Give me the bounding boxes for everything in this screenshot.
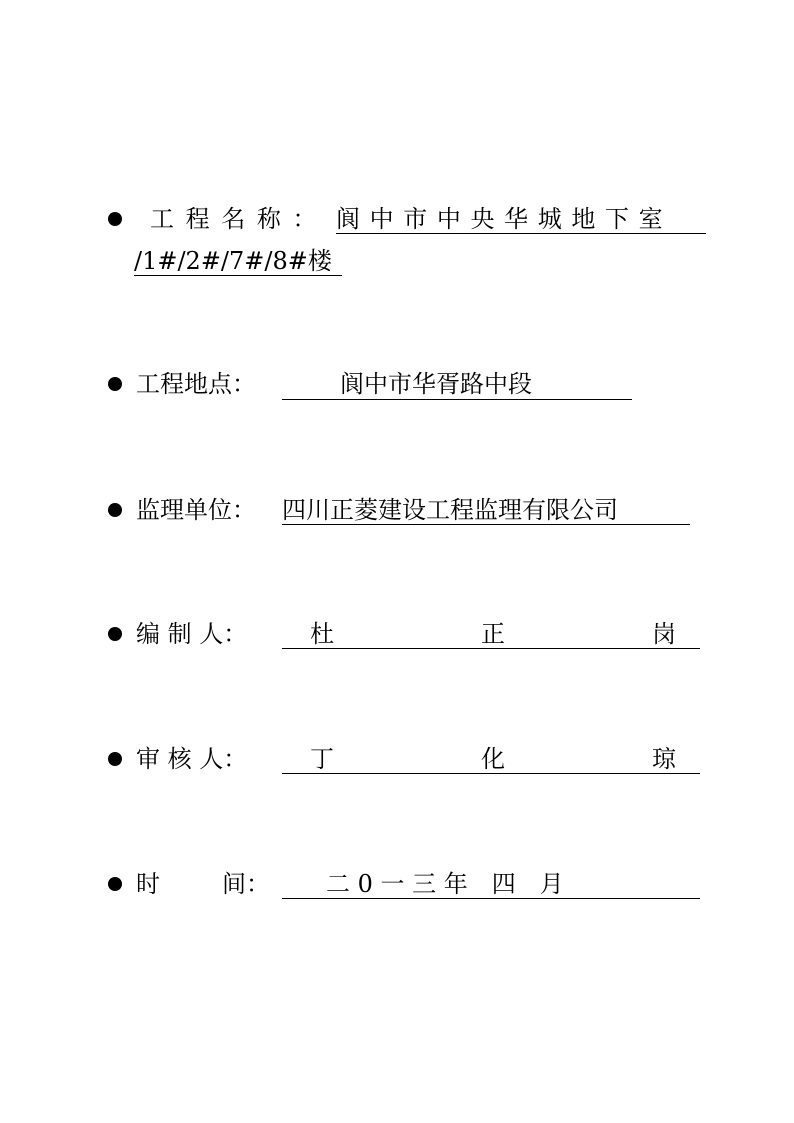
reviewer-char: 丁 <box>310 745 334 773</box>
reviewer-underline <box>282 773 700 774</box>
author-char: 杜 <box>310 620 334 648</box>
bullet-icon <box>108 627 122 641</box>
author-char: 正 <box>481 620 505 648</box>
date-underline <box>282 898 700 899</box>
bullet-icon <box>108 752 122 766</box>
date-label-part2: 间： <box>222 870 270 898</box>
reviewer-name <box>310 744 676 774</box>
project-location-label: 工程地点： <box>136 370 256 398</box>
supervisor-label: 监理单位： <box>136 496 256 524</box>
bullet-icon <box>108 377 122 391</box>
author-char: 岗 <box>652 620 676 648</box>
author-name <box>310 619 676 649</box>
reviewer-char: 琼 <box>652 745 676 773</box>
project-name-label: 工 程 名 称 ： <box>150 205 319 233</box>
bullet-icon <box>108 212 122 226</box>
project-name-underline-2 <box>134 275 342 276</box>
author-underline <box>282 648 700 649</box>
date-label-part1: 时 <box>136 870 160 898</box>
reviewer-label: 审 核 人： <box>136 745 248 773</box>
reviewer-char: 化 <box>481 745 505 773</box>
bullet-icon <box>108 503 122 517</box>
bullet-icon <box>108 877 122 891</box>
supervisor-underline <box>282 524 690 525</box>
project-name-underline-1 <box>336 233 706 234</box>
project-name-value-line2: /1#/2#/7#/8#楼 <box>134 247 332 275</box>
project-location-underline <box>282 399 632 400</box>
supervisor-value: 四川正菱建设工程监理有限公司 <box>282 496 618 524</box>
date-value: 二 0 一 三 年 四 月 <box>326 870 564 898</box>
project-name-value-line1: 阆 中 市 中 央 华 城 地 下 室 <box>336 205 664 233</box>
author-label: 编 制 人： <box>136 620 248 648</box>
project-location-value: 阆中市华胥路中段 <box>340 370 532 398</box>
